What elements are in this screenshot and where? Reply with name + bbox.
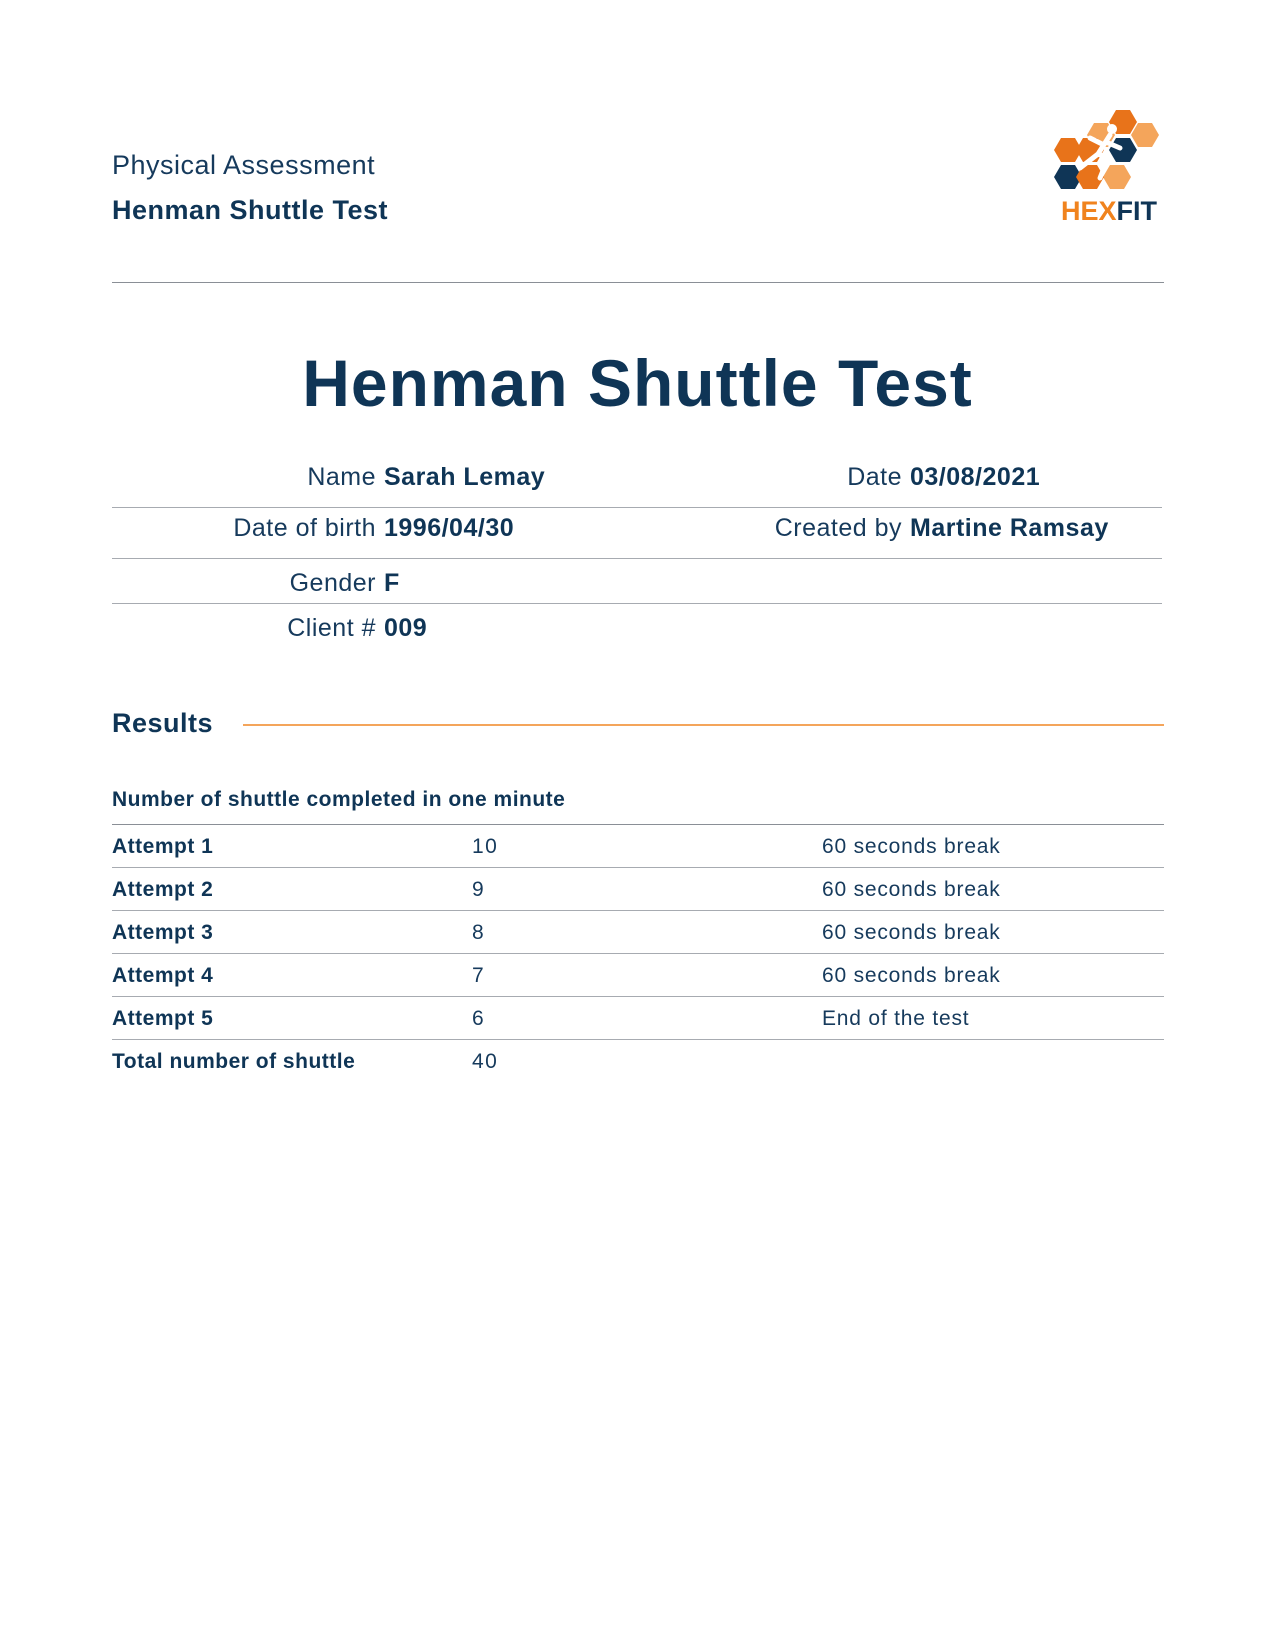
total-value: 40 xyxy=(472,1050,499,1073)
name-label: Name xyxy=(307,463,376,491)
results-divider xyxy=(243,724,1164,726)
page-title: Henman Shuttle Test xyxy=(302,346,973,420)
attempt-label: Attempt 1 xyxy=(112,835,214,858)
attempt-note: 60 seconds break xyxy=(822,835,1001,858)
date-value: 03/08/2021 xyxy=(910,463,1041,491)
gender-value: F xyxy=(384,569,400,597)
hexagon-runner-icon xyxy=(1050,108,1168,200)
gender-label: Gender xyxy=(289,569,376,597)
table-row xyxy=(112,997,1164,1040)
attempt-note: 60 seconds break xyxy=(822,964,1001,987)
table-row xyxy=(112,911,1164,954)
name-value: Sarah Lemay xyxy=(384,463,546,491)
attempt-value: 8 xyxy=(472,921,486,944)
attempt-label: Attempt 4 xyxy=(112,964,214,987)
table-row xyxy=(112,825,1164,868)
attempt-note: 60 seconds break xyxy=(822,921,1001,944)
info-row-dob xyxy=(112,508,1162,559)
client-label: Client # xyxy=(287,614,376,642)
hexfit-logo xyxy=(1050,108,1168,232)
total-row xyxy=(112,1040,1164,1082)
header-divider xyxy=(112,282,1164,283)
attempt-note: End of the test xyxy=(822,1007,970,1030)
attempt-value: 7 xyxy=(472,964,486,987)
table-row xyxy=(112,868,1164,911)
results-table xyxy=(112,788,1164,1082)
attempt-value: 10 xyxy=(472,835,499,858)
attempt-value: 6 xyxy=(472,1007,486,1030)
dob-label: Date of birth xyxy=(233,514,376,542)
document-header xyxy=(112,150,388,226)
table-row xyxy=(112,954,1164,997)
results-heading: Results xyxy=(112,708,214,738)
info-row-client xyxy=(112,604,1162,648)
attempt-note: 60 seconds break xyxy=(822,878,1001,901)
logo-wordmark: HEXFIT xyxy=(1060,196,1158,226)
attempt-label: Attempt 5 xyxy=(112,1007,214,1030)
attempt-label: Attempt 2 xyxy=(112,878,214,901)
dob-value: 1996/04/30 xyxy=(384,514,515,542)
created-by-label: Created by xyxy=(774,514,902,542)
attempt-value: 9 xyxy=(472,878,486,901)
client-value: 009 xyxy=(384,614,428,642)
results-caption: Number of shuttle completed in one minute xyxy=(112,788,1164,825)
header-subtitle: Physical Assessment xyxy=(112,150,376,180)
attempt-label: Attempt 3 xyxy=(112,921,214,944)
info-row-name xyxy=(112,463,1162,508)
created-by-value: Martine Ramsay xyxy=(910,514,1109,542)
client-info-table xyxy=(112,463,1162,648)
date-label: Date xyxy=(847,463,902,491)
header-title: Henman Shuttle Test xyxy=(112,195,389,225)
total-label: Total number of shuttle xyxy=(112,1050,356,1073)
info-row-gender xyxy=(112,559,1162,604)
